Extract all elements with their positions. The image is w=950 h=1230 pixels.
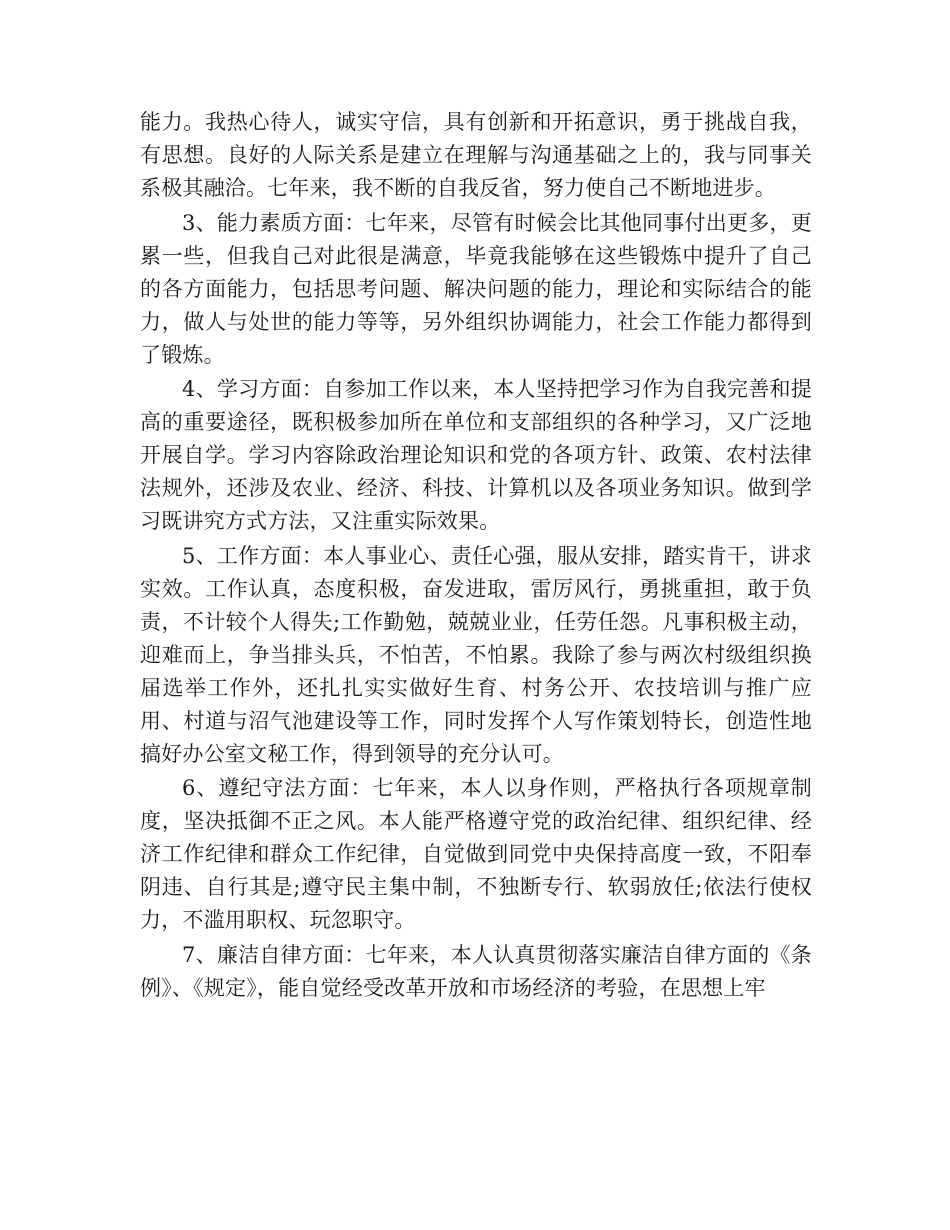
document-body xyxy=(140,106,812,1006)
paragraph-integrity: 7、廉洁自律方面：七年来，本人认真贯彻落实廉洁自律方面的《条例》、《规定》，能自觉经受改革开放和市场经济的考验，在思想上牢 xyxy=(140,942,812,1000)
paragraph-discipline-law: 6、遵纪守法方面：七年来，本人以身作则，严格执行各项规章制度，坚决抵御不正之风。本人能严格遵守党的政治纪律、组织纪律、经济工作纪律和群众工作纪律，自觉做到同党中央保持高度一致，不阳奉阴违、自行其是;遵守民主集中制，不独断专行、软弱放任;依法行使权力，不滥用职权、玩忽职守。 xyxy=(140,776,812,932)
paragraph-continued: 能力。我热心待人，诚实守信，具有创新和开拓意识，勇于挑战自我，有思想。良好的人际关系是建立在理解与沟通基础之上的，我与同事关系极其融洽。七年来，我不断的自我反省，努力使自己不断地进步。 xyxy=(140,110,812,200)
paragraph-work: 5、工作方面：本人事业心、责任心强，服从安排，踏实肯干，讲求实效。工作认真，态度积极，奋发进取，雷厉风行，勇挑重担，敢于负责，不计较个人得失;工作勤勉，兢兢业业，任劳任怨。凡事积极主动，迎难而上，争当排头兵，不怕苦，不怕累。我除了参与两次村级组织换届选举工作外，还扎扎实实做好生育、村务公开、农技培训与推广应用、村道与沼气池建设等工作，同时发挥个人写作策划特长，创造性地搞好办公室文秘工作，得到领导的充分认可。 xyxy=(140,543,812,766)
paragraph-study: 4、学习方面：自参加工作以来，本人坚持把学习作为自我完善和提高的重要途径，既积极参加所在单位和支部组织的各种学习，又广泛地开展自学。学习内容除政治理论知识和党的各项方针、政策、农村法律法规外，还涉及农业、经济、科技、计算机以及各项业务知识。做到学习既讲究方式方法，又注重实际效果。 xyxy=(140,377,812,533)
paragraph-ability-quality: 3、能力素质方面：七年来，尽管有时候会比其他同事付出更多，更累一些，但我自己对此很是满意，毕竟我能够在这些锻炼中提升了自己的各方面能力，包括思考问题、解决问题的能力，理论和实际结合的能力，做人与处世的能力等等，另外组织协调能力，社会工作能力都得到了锻炼。 xyxy=(140,210,812,367)
